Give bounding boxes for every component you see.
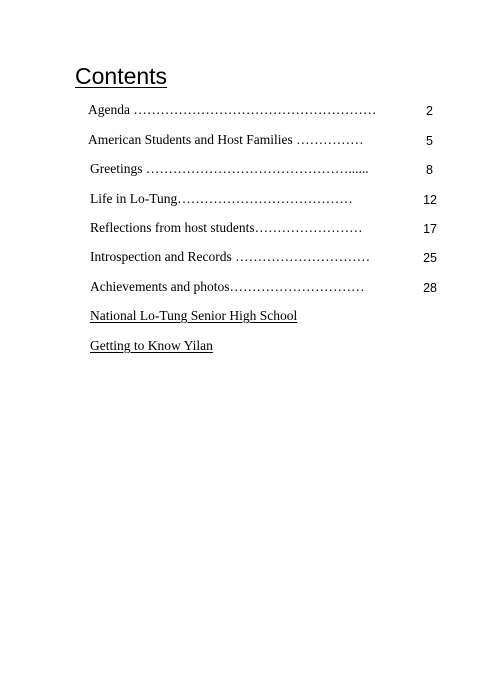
- page-title: Contents: [75, 63, 168, 89]
- toc-entry-agenda: Agenda ………………………………………………: [88, 102, 377, 117]
- link-getting-to-know-yilan[interactable]: Getting to Know Yilan: [90, 338, 213, 353]
- toc-page-introspection: 25: [423, 251, 437, 265]
- toc-page-life-in-lo-tung: 12: [423, 193, 437, 207]
- toc-entry-achievements: Achievements and photos…………………………: [90, 279, 365, 294]
- toc-entry-american-students: American Students and Host Families ……………: [88, 132, 364, 147]
- toc-entry-reflections: Reflections from host students……………………: [90, 220, 363, 235]
- toc-page-american-students: 5: [426, 134, 433, 148]
- link-national-lo-tung-senior-high-school[interactable]: National Lo-Tung Senior High School: [90, 308, 298, 323]
- toc-page-achievements: 28: [423, 281, 437, 295]
- toc-page-agenda: 2: [426, 104, 433, 118]
- toc-page-reflections: 17: [423, 222, 437, 236]
- toc-page-greetings: 8: [426, 163, 433, 177]
- toc-entry-introspection: Introspection and Records …………………………: [90, 249, 371, 264]
- toc-entry-greetings: Greetings ………………………………………......: [90, 161, 369, 176]
- toc-entry-life-in-lo-tung: Life in Lo-Tung…………………………………: [90, 191, 353, 206]
